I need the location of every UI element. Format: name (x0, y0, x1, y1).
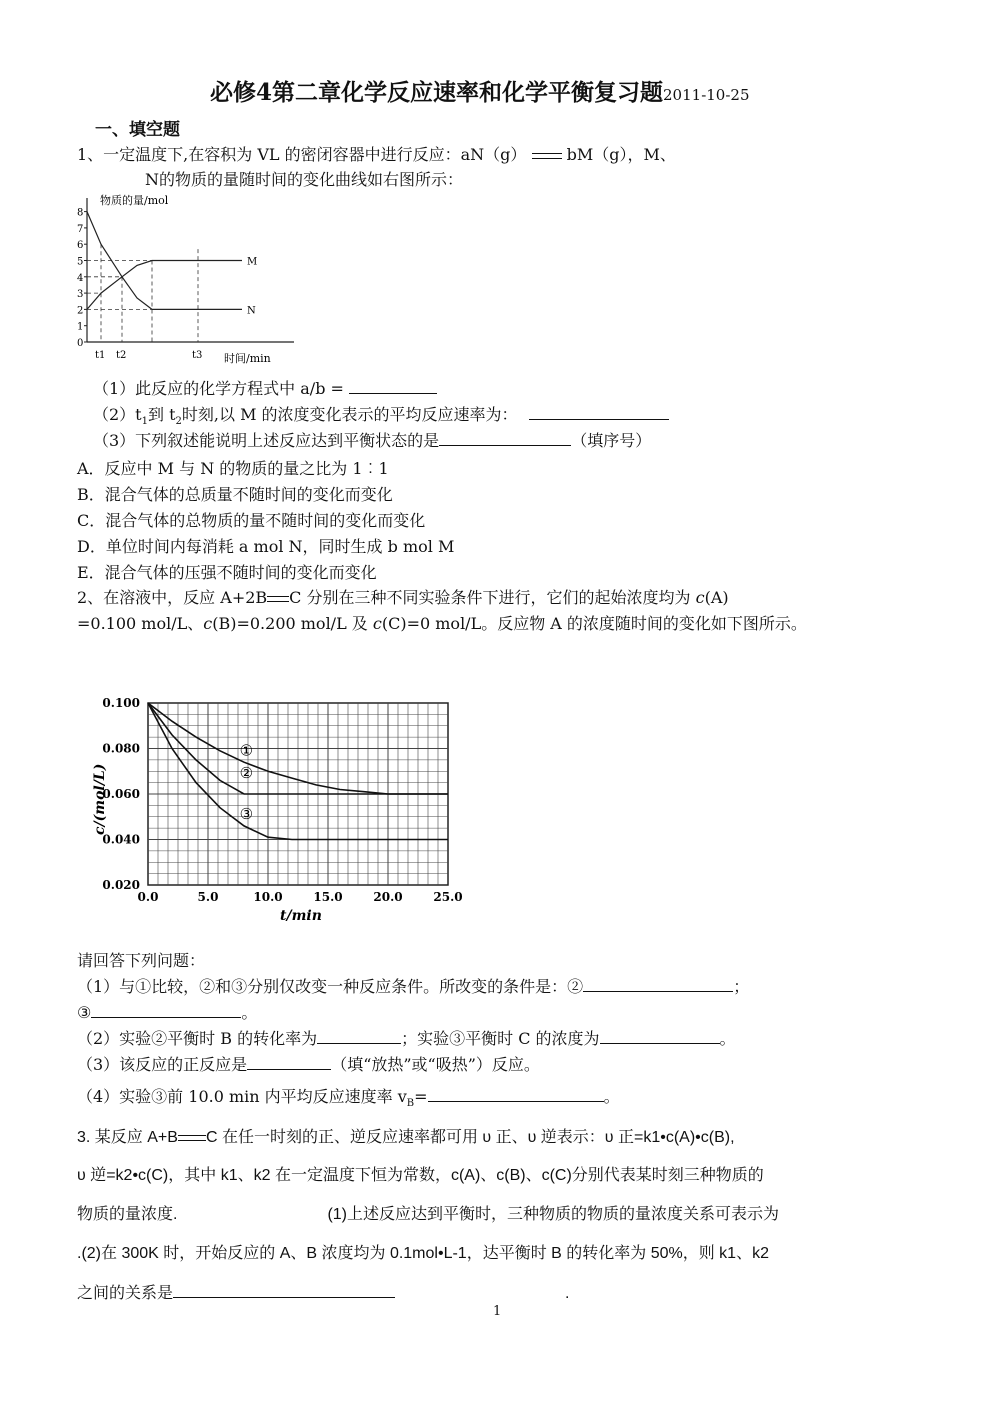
q2-sub2 (77, 1026, 736, 1049)
q3-line3-a: 物质的量浓度. (77, 1206, 178, 1223)
q2-sub4-b: = (414, 1087, 428, 1106)
q1-option-c: C．混合气体的总物质的量不随时间的变化而变化 (77, 511, 426, 530)
q2-c-symbol: c (372, 614, 382, 633)
q1-part1-text: （1）此反应的化学方程式中 a/b = (93, 379, 350, 398)
q1-xtick-label: t3 (192, 350, 203, 361)
title-main: 必修4第二章化学反应速率和化学平衡复习题 (210, 79, 664, 106)
q2-sub3 (77, 1052, 540, 1075)
answer-blank-3[interactable] (439, 429, 571, 446)
equilibrium-arrow-icon (267, 593, 289, 605)
q3-line5-a: 之间的关系是 (77, 1285, 174, 1302)
q3-line3 (77, 1201, 779, 1224)
q2-sub4-c: 。 (603, 1087, 620, 1106)
q2-ytick-label: 0.080 (102, 741, 140, 756)
q2-sub3-b: （填“放热”或“吸热”）反应。 (331, 1055, 540, 1074)
q2-xlabel: t/min (280, 908, 322, 924)
q3-line1-a: 3. 某反应 A+B (77, 1129, 178, 1146)
answer-blank-7[interactable] (600, 1027, 720, 1044)
q1-option-a: A．反应中 M 与 N 的物质的量之比为 1︰1 (77, 459, 389, 478)
section-heading: 一、填空题 (95, 120, 180, 140)
q2-sub1-a: （1）与①比较，②和③分别仅改变一种反应条件。所改变的条件是：② (77, 977, 584, 996)
q2-xtick-label: 15.0 (313, 890, 343, 904)
q1-xtick-label: t2 (116, 350, 127, 361)
q2-sub1-d: 。 (241, 1003, 258, 1022)
q2-chart (90, 665, 490, 930)
q1-part3 (93, 428, 651, 451)
answer-blank-6[interactable] (317, 1027, 401, 1044)
q3-line4: .(2)在 300K 时，开始反应的 A、B 浓度均为 0.1mol•L-1，达平衡时 B 的转化率为 50%，则 k1、k2 (77, 1245, 769, 1262)
q2-sub1-b: ； (733, 977, 750, 996)
q1-option-d: D．单位时间内每消耗 a mol N，同时生成 b mol M (77, 537, 455, 556)
q2-sub4 (77, 1084, 620, 1109)
q1-ytick-label: 1 (77, 321, 84, 333)
q2-line2-a: =0.100 mol/L、 (77, 614, 204, 633)
q2-sub2-c: 。 (719, 1029, 736, 1048)
answer-blank-4[interactable] (583, 975, 733, 992)
q1-line1-a: 1、一定温度下,在容积为 VL 的密闭容器中进行反应：aN（g） (77, 145, 527, 164)
q1-ytick-label: 4 (77, 272, 84, 284)
q2-series-label-3: ③ (239, 805, 254, 824)
q2-xtick-label: 20.0 (373, 890, 403, 904)
answer-blank-9[interactable] (428, 1085, 604, 1102)
answer-blank-10[interactable] (173, 1281, 395, 1298)
q2-line1-b: C 分别在三种不同实验条件下进行，它们的起始浓度均为 (289, 588, 691, 607)
q2-line1 (77, 585, 729, 608)
q2-ytick-label: 0.040 (102, 832, 140, 847)
q2-ylabel: c/(mol/L) (92, 763, 108, 835)
q1-series-m-label: M (247, 256, 258, 268)
q2-xtick-label: 10.0 (253, 890, 283, 904)
q1-line1 (77, 142, 676, 165)
q1-option-e: E．混合气体的压强不随时间的变化而变化 (77, 563, 377, 582)
q1-ytick-label: 2 (77, 305, 84, 317)
q1-line1-b: bM（g），M、 (566, 145, 676, 164)
q2-ask: 请回答下列问题： (77, 951, 206, 970)
answer-blank-1[interactable] (349, 377, 437, 394)
q2-line1-a: 2、在溶液中，反应 A+2B (77, 588, 268, 607)
q2-series-label-2: ② (239, 764, 254, 783)
q3-line1-b: C 在任一时刻的正、逆反应速率都可用 υ 正、υ 逆表示：υ 正=k1•c(A)•c(B), (205, 1129, 735, 1146)
q3-line2: υ 逆=k2•c(C)，其中 k1、k2 在一定温度下恒为常数，c(A)、c(B)、c(C)分别代表某时刻三种物质的 (77, 1167, 764, 1184)
q1-part3-b: （填序号） (571, 431, 652, 450)
q1-ytick-label: 6 (77, 240, 84, 252)
q2-ytick-label: 0.020 (102, 878, 140, 892)
q1-xlabel: 时间/min (224, 352, 271, 365)
q1-ytick-label: 5 (77, 256, 84, 268)
q1-ytick-label: 7 (77, 223, 84, 235)
q1-series-n-label: N (247, 305, 256, 317)
q1-part2-sub1: 1 (141, 416, 148, 428)
q2-line2-c: (C)=0 mol/L。反应物 A 的浓度随时间的变化如下图所示。 (381, 614, 807, 633)
equilibrium-arrow-icon (532, 150, 562, 162)
q2-xtick-label: 25.0 (433, 890, 463, 904)
q1-part2-a: （2）t (93, 405, 142, 424)
q1-line2: N的物质的量随时间的变化曲线如右图所示： (145, 170, 464, 189)
q2-line2 (77, 611, 807, 634)
title-date: 2011-10-25 (663, 86, 750, 104)
q2-sub3-a: （3）该反应的正反应是 (77, 1055, 248, 1074)
q2-sub1-c: ③ (77, 1003, 92, 1022)
q1-ytick-label: 3 (77, 289, 84, 301)
q2-sub1-line2 (77, 1000, 257, 1023)
page-title (210, 74, 750, 107)
q1-ytick-label: 8 (77, 207, 84, 219)
q3-line1 (77, 1124, 735, 1147)
q2-ytick-label: 0.060 (102, 787, 140, 801)
q2-ca: (A) (704, 588, 729, 607)
equilibrium-arrow-icon (178, 1132, 206, 1144)
q1-part2-c: 时刻,以 M 的浓度变化表示的平均反应速率为： (181, 405, 518, 424)
q2-c-symbol: c (695, 588, 705, 607)
q1-part1 (93, 376, 437, 399)
q3-line5-b: . (565, 1285, 570, 1302)
q1-series-m-line (87, 261, 242, 310)
q2-xtick-label: 0.0 (137, 890, 159, 904)
page-number: 1 (493, 1304, 502, 1319)
q2-line2-b: (B)=0.200 mol/L 及 (212, 614, 368, 633)
q2-sub4-sub: B (406, 1098, 415, 1110)
answer-blank-2[interactable] (529, 403, 669, 420)
answer-blank-8[interactable] (247, 1053, 331, 1070)
q1-option-b: B．混合气体的总质量不随时间的变化而变化 (77, 485, 393, 504)
q2-ytick-label: 0.100 (102, 696, 140, 710)
q3-line3-b: (1)上述反应达到平衡时，三种物质的物质的量浓度关系可表示为 (327, 1206, 780, 1223)
answer-blank-5[interactable] (91, 1001, 241, 1018)
q1-part2-b: 到 t (148, 405, 176, 424)
q2-sub2-a: （2）实验②平衡时 B 的转化率为 (77, 1029, 318, 1048)
q1-ytick-label: 0 (77, 338, 84, 349)
q3-line5 (77, 1280, 569, 1303)
q2-sub1 (77, 974, 749, 997)
q2-xtick-label: 5.0 (197, 890, 219, 904)
q1-part3-a: （3）下列叙述能说明上述反应达到平衡状态的是 (93, 431, 440, 450)
q2-sub4-a: （4）实验③前 10.0 min 内平均反应速度率 v (77, 1087, 407, 1106)
q2-sub2-b: ；实验③平衡时 C 的浓度为 (401, 1029, 600, 1048)
q1-xtick-label: t1 (95, 350, 106, 361)
q1-chart (72, 190, 302, 368)
q1-part2 (93, 402, 669, 427)
q2-c-symbol: c (203, 614, 213, 633)
q2-series-label-1: ① (239, 741, 254, 760)
q1-ylabel: 物质的量/mol (100, 194, 169, 207)
q1-part2-sub2: 2 (175, 416, 182, 428)
